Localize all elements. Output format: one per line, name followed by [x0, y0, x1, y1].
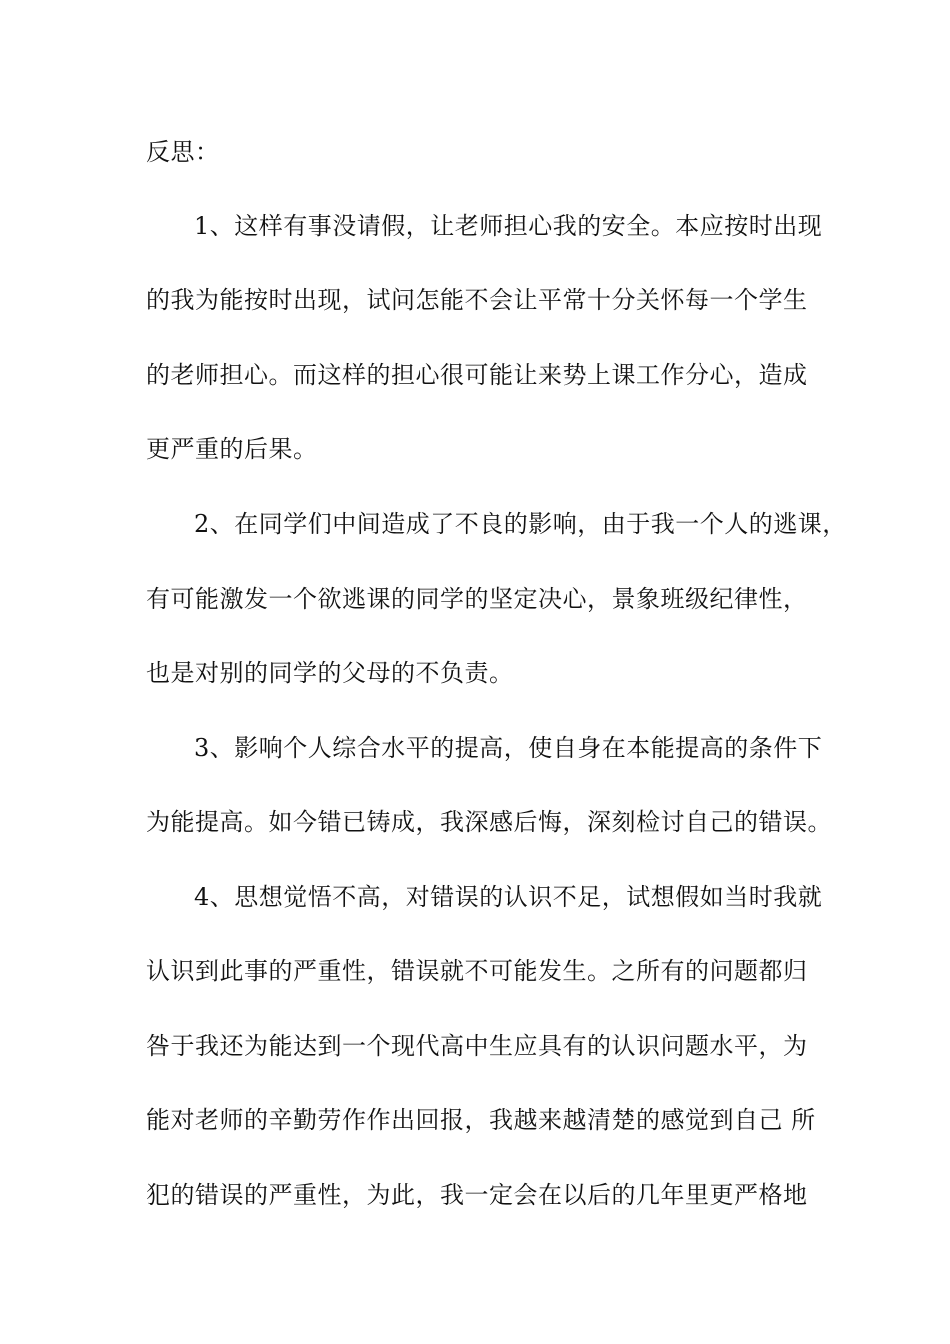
paragraph-line: 3、影响个人综合水平的提高，使自身在本能提高的条件下: [194, 734, 823, 762]
heading-reflection: 反思：: [146, 138, 220, 166]
paragraph-line: 的老师担心。而这样的担心很可能让来势上课工作分心，造成: [146, 361, 808, 389]
paragraph-line: 咎于我还为能达到一个现代高中生应具有的认识问题水平，为: [146, 1032, 808, 1060]
paragraph-line: 更严重的后果。: [146, 435, 318, 463]
paragraph-line: 1、这样有事没请假，让老师担心我的安全。本应按时出现: [194, 212, 823, 240]
paragraph-line: 的我为能按时出现，试问怎能不会让平常十分关怀每一个学生: [146, 286, 808, 314]
paragraph-line: 4、思想觉悟不高，对错误的认识不足，试想假如当时我就: [194, 883, 823, 911]
paragraph-line: 2、在同学们中间造成了不良的影响，由于我一个人的逃课，: [194, 510, 847, 538]
paragraph-line: 也是对别的同学的父母的不负责。: [146, 659, 514, 687]
paragraph-line: 有可能激发一个欲逃课的同学的坚定决心，景象班级纪律性，: [146, 585, 808, 613]
paragraph-line: 犯的错误的严重性，为此，我一定会在以后的几年里更严格地: [146, 1181, 808, 1209]
paragraph-line: 认识到此事的严重性，错误就不可能发生。之所有的问题都归: [146, 957, 808, 985]
paragraph-line: 能对老师的辛勤劳作作出回报，我越来越清楚的感觉到自己 所: [146, 1106, 816, 1134]
paragraph-line: 为能提高。如今错已铸成，我深感后悔，深刻检讨自己的错误。: [146, 808, 832, 836]
